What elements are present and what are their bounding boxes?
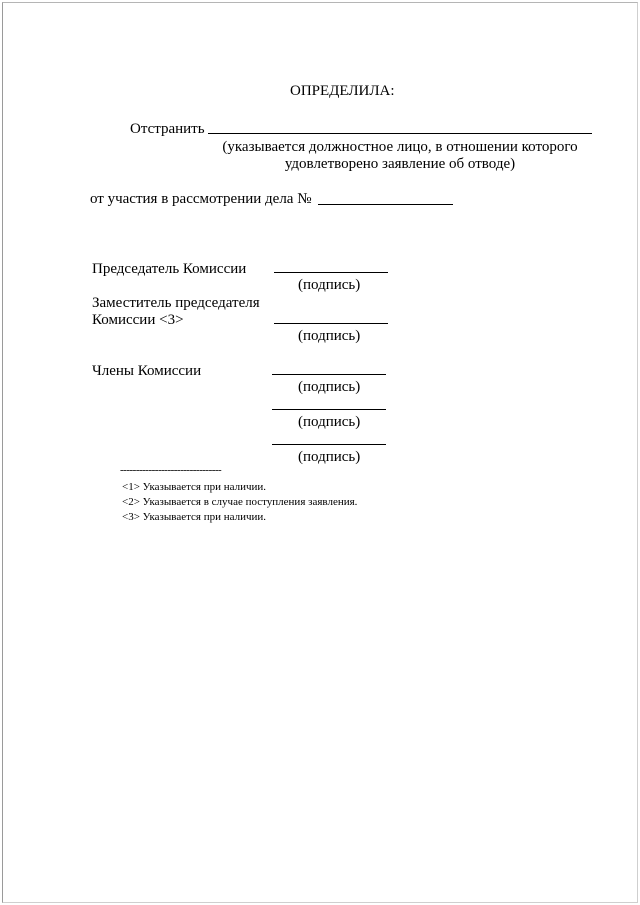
- member-1-signature-line[interactable]: [272, 374, 386, 375]
- section-heading: ОПРЕДЕЛИЛА:: [290, 83, 395, 99]
- footnote-separator: --------------------------------: [120, 464, 222, 476]
- member-2-signature-line[interactable]: [272, 409, 386, 410]
- case-number-field-line[interactable]: [318, 204, 453, 205]
- footnote-3: <3> Указывается при наличии.: [122, 511, 267, 523]
- member-3-signature-line[interactable]: [272, 444, 386, 445]
- official-name-note-line1: (указывается должностное лицо, в отношении которого: [222, 139, 578, 155]
- official-name-note-line2: удовлетворено заявление об отводе): [284, 156, 516, 172]
- footnote-2: <2> Указывается в случае поступления заявления.: [122, 496, 358, 508]
- case-label: от участия в рассмотрении дела №: [90, 191, 312, 207]
- members-label: Члены Комиссии: [92, 363, 202, 379]
- member-2-signature-caption: (подпись): [298, 414, 361, 430]
- remove-label: Отстранить: [130, 121, 205, 137]
- deputy-signature-line[interactable]: [274, 323, 388, 324]
- footnote-1: <1> Указывается при наличии.: [122, 481, 267, 493]
- member-1-signature-caption: (подпись): [298, 379, 361, 395]
- member-3-signature-caption: (подпись): [298, 449, 361, 465]
- deputy-label-line2: Комиссии <3>: [92, 312, 184, 328]
- deputy-signature-caption: (подпись): [298, 328, 361, 344]
- chairman-signature-caption: (подпись): [298, 277, 361, 293]
- chairman-label: Председатель Комиссии: [92, 261, 247, 277]
- deputy-label-line1: Заместитель председателя: [92, 295, 260, 311]
- chairman-signature-line[interactable]: [274, 272, 388, 273]
- official-name-field-line[interactable]: [208, 133, 592, 134]
